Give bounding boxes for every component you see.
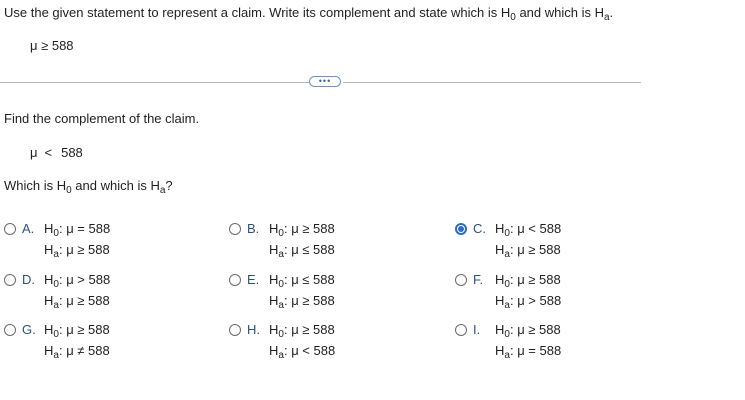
question-hypotheses	[4, 178, 173, 196]
radio-button[interactable]	[229, 223, 241, 235]
h-sub-0: 0	[53, 228, 59, 239]
radio-button[interactable]	[4, 223, 16, 235]
alternative-hypothesis	[495, 239, 561, 260]
option-hypotheses	[495, 218, 561, 260]
null-hypothesis	[269, 218, 335, 239]
colon: :	[58, 272, 67, 287]
colon: :	[509, 242, 518, 257]
h0-value: μ ≥ 588	[517, 272, 561, 287]
answer-option[interactable]	[229, 272, 335, 311]
h-symbol: H	[269, 272, 279, 287]
h0-value: μ = 588	[66, 221, 111, 236]
h-sub-0: 0	[278, 228, 284, 239]
colon: :	[58, 293, 67, 308]
option-hypotheses	[44, 218, 110, 260]
h-symbol: H	[44, 343, 54, 358]
colon: :	[509, 293, 518, 308]
alternative-hypothesis	[269, 340, 335, 361]
h-symbol: H	[495, 221, 505, 236]
colon: :	[58, 343, 67, 358]
h0-value: μ ≤ 588	[291, 272, 335, 287]
option-letter: G.	[22, 322, 36, 337]
radio-button[interactable]	[229, 274, 241, 286]
option-hypotheses	[495, 269, 561, 311]
null-hypothesis	[269, 269, 335, 290]
null-hypothesis	[495, 269, 561, 290]
colon: :	[509, 272, 518, 287]
option-letter: B.	[247, 221, 260, 236]
h-symbol: H	[495, 272, 505, 287]
colon: :	[283, 343, 292, 358]
h-sub-a: a	[504, 249, 510, 260]
h-symbol: H	[495, 322, 505, 337]
radio-button[interactable]	[455, 324, 467, 336]
answer-option[interactable]	[455, 322, 561, 361]
h-symbol: H	[269, 293, 279, 308]
colon: :	[509, 343, 518, 358]
h-sub-0: 0	[53, 329, 59, 340]
answer-option[interactable]	[4, 221, 110, 260]
colon: :	[58, 322, 67, 337]
question2-part3: ?	[165, 178, 173, 193]
option-letter: E.	[247, 272, 260, 287]
option-letter: C.	[473, 221, 486, 236]
answer-symbol: μ	[30, 145, 38, 160]
ha-value: μ ≥ 588	[517, 242, 561, 257]
h0-value: μ ≥ 588	[517, 322, 561, 337]
question2-part1: Which is H	[4, 178, 67, 193]
h-symbol: H	[495, 293, 505, 308]
option-hypotheses	[44, 269, 110, 311]
question2-sub0: 0	[66, 185, 72, 196]
alternative-hypothesis	[495, 290, 561, 311]
ha-value: μ < 588	[291, 343, 336, 358]
h-sub-0: 0	[504, 279, 510, 290]
instruction-sub0: 0	[510, 12, 516, 23]
answer-option[interactable]	[455, 221, 561, 260]
question2-suba: a	[159, 185, 166, 196]
answer-option[interactable]	[4, 322, 110, 361]
h-symbol: H	[495, 343, 505, 358]
alternative-hypothesis	[44, 290, 110, 311]
instruction-suba: a	[603, 12, 610, 23]
alternative-hypothesis	[495, 340, 561, 361]
radio-button[interactable]	[455, 223, 467, 235]
h-sub-a: a	[504, 350, 510, 361]
h-sub-a: a	[53, 350, 59, 361]
h-sub-a: a	[278, 300, 284, 311]
alternative-hypothesis	[44, 239, 110, 260]
claim-statement: μ ≥ 588	[30, 38, 74, 53]
null-hypothesis	[44, 319, 110, 340]
h-symbol: H	[44, 322, 54, 337]
instruction-text	[4, 5, 614, 23]
h-symbol: H	[44, 242, 54, 257]
h-symbol: H	[269, 242, 279, 257]
instruction-part3: .	[609, 5, 614, 20]
radio-button[interactable]	[4, 324, 16, 336]
colon: :	[509, 221, 518, 236]
option-letter: D.	[22, 272, 35, 287]
h-sub-a: a	[504, 300, 510, 311]
colon: :	[283, 293, 292, 308]
h-sub-a: a	[278, 350, 284, 361]
complement-answer	[30, 144, 85, 161]
h-sub-a: a	[53, 249, 59, 260]
colon: :	[58, 221, 67, 236]
h-symbol: H	[269, 343, 279, 358]
h0-value: μ ≥ 588	[291, 322, 335, 337]
h0-value: μ ≥ 588	[66, 322, 110, 337]
answer-option[interactable]	[229, 221, 335, 260]
radio-button[interactable]	[4, 274, 16, 286]
question-complement: Find the complement of the claim.	[4, 111, 200, 126]
h-symbol: H	[44, 221, 54, 236]
divider-left	[0, 82, 309, 83]
h-symbol: H	[269, 322, 279, 337]
h-sub-a: a	[53, 300, 59, 311]
h-symbol: H	[269, 221, 279, 236]
ha-value: μ > 588	[517, 293, 562, 308]
colon: :	[283, 322, 292, 337]
option-letter: A.	[22, 221, 35, 236]
h-symbol: H	[44, 293, 54, 308]
answer-option[interactable]	[4, 272, 110, 311]
null-hypothesis	[44, 269, 110, 290]
alternative-hypothesis	[269, 290, 335, 311]
instruction-part1: Use the given statement to represent a claim. Write its complement and state which is H	[4, 5, 511, 20]
h-sub-a: a	[278, 249, 284, 260]
h-symbol: H	[495, 242, 505, 257]
colon: :	[283, 242, 292, 257]
instruction-part2: and which is H	[515, 5, 604, 20]
question2-part2: and which is H	[71, 178, 160, 193]
option-hypotheses	[269, 269, 335, 311]
ha-value: μ ≤ 588	[291, 242, 335, 257]
null-hypothesis	[269, 319, 335, 340]
option-letter: H.	[247, 322, 260, 337]
colon: :	[283, 272, 292, 287]
h0-value: μ < 588	[517, 221, 562, 236]
radio-button[interactable]	[229, 324, 241, 336]
option-letter: F.	[473, 272, 484, 287]
h-sub-0: 0	[504, 329, 510, 340]
h-sub-0: 0	[278, 329, 284, 340]
null-hypothesis	[44, 218, 110, 239]
h-symbol: H	[44, 272, 54, 287]
colon: :	[283, 221, 292, 236]
alternative-hypothesis	[44, 340, 110, 361]
answer-option[interactable]	[229, 322, 335, 361]
h-sub-0: 0	[53, 279, 59, 290]
null-hypothesis	[495, 218, 561, 239]
colon: :	[509, 322, 518, 337]
colon: :	[58, 242, 67, 257]
h-sub-0: 0	[278, 279, 284, 290]
answer-option[interactable]	[455, 272, 561, 311]
ha-value: μ = 588	[517, 343, 562, 358]
h-sub-0: 0	[504, 228, 510, 239]
radio-button[interactable]	[455, 274, 467, 286]
ha-value: μ ≥ 588	[66, 293, 110, 308]
alternative-hypothesis	[269, 239, 335, 260]
ha-value: μ ≥ 588	[291, 293, 335, 308]
option-hypotheses	[44, 319, 110, 361]
option-hypotheses	[495, 319, 561, 361]
null-hypothesis	[495, 319, 561, 340]
h0-value: μ ≥ 588	[291, 221, 335, 236]
value-input[interactable]: 588	[61, 145, 83, 160]
option-letter: I.	[473, 322, 481, 337]
option-hypotheses	[269, 319, 335, 361]
h0-value: μ > 588	[66, 272, 111, 287]
operator-dropdown[interactable]: <	[44, 145, 53, 160]
divider-right	[343, 82, 641, 83]
ha-value: μ ≠ 588	[66, 343, 110, 358]
expand-more-button[interactable]: •••	[309, 76, 341, 87]
option-hypotheses	[269, 218, 335, 260]
ha-value: μ ≥ 588	[66, 242, 110, 257]
